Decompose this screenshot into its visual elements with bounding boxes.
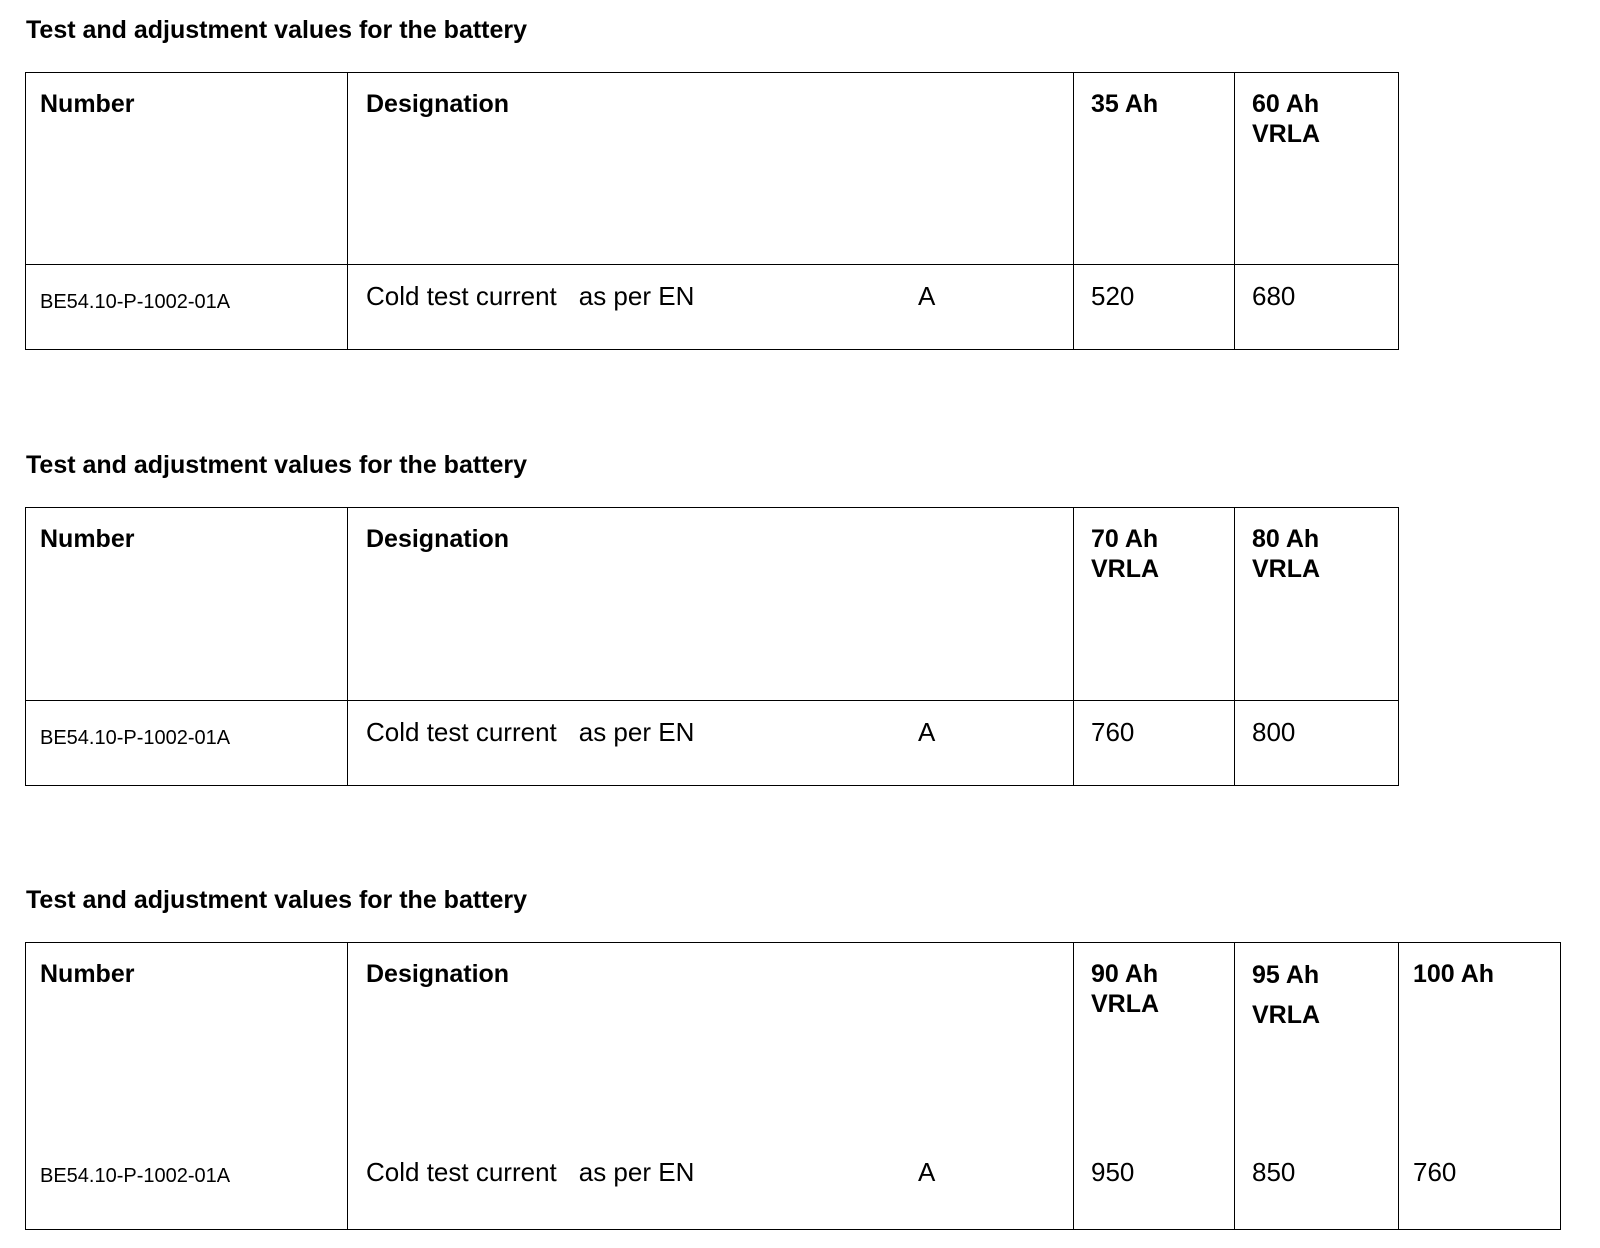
cell-value-2: 800 [1235,701,1399,786]
cell-unit: A [918,717,936,747]
cell-designation: Cold test current as per EN A [348,701,1074,786]
cell-value-1: 950 [1091,1157,1135,1187]
header-designation: Designation [348,508,1074,701]
header-capacity-col-3: 100 Ah 760 [1399,943,1561,1230]
table-row [26,701,1399,786]
header-capacity-col-2: 95 Ah VRLA 850 [1235,943,1399,1230]
table-row [26,265,1399,350]
cell-number: BE54.10-P-1002-01A [40,1165,231,1187]
cell-designation: Cold test current as per EN A [348,265,1074,350]
table-1-header-row [26,73,1399,265]
table-3-title: Test and adjustment values for the battery [26,886,528,914]
header-designation: Designation Cold test current as per EN A [348,943,1074,1230]
header-capacity-col-1: 35 Ah [1074,73,1235,265]
battery-values-table-2 [25,507,1399,786]
header-number: Number [26,73,348,265]
table-2-header-row [26,508,1399,701]
table-1-title: Test and adjustment values for the battery [26,16,528,44]
battery-values-table-3 [25,942,1561,1230]
cell-value-1: 760 [1074,701,1235,786]
header-capacity-col-1: 70 Ah VRLA [1074,508,1235,701]
cell-value-3: 760 [1413,1157,1457,1187]
cell-value-2: 850 [1252,1157,1296,1187]
table-3-row [26,943,1561,1230]
header-number: Number [26,508,348,701]
battery-values-table-1 [25,72,1399,350]
header-capacity-col-2: 60 Ah VRLA [1235,73,1399,265]
cell-unit: A [918,281,936,311]
header-designation: Designation [348,73,1074,265]
cell-number: BE54.10-P-1002-01A [26,701,348,786]
table-2-title: Test and adjustment values for the battery [26,451,528,479]
cell-designation: Cold test current as per EN [366,1157,695,1187]
header-number: Number BE54.10-P-1002-01A [26,943,348,1230]
header-capacity-col-1: 90 Ah VRLA 950 [1074,943,1235,1230]
header-capacity-col-2: 80 Ah VRLA [1235,508,1399,701]
cell-value-2: 680 [1235,265,1399,350]
cell-unit: A [918,1157,936,1187]
cell-value-1: 520 [1074,265,1235,350]
cell-number: BE54.10-P-1002-01A [26,265,348,350]
